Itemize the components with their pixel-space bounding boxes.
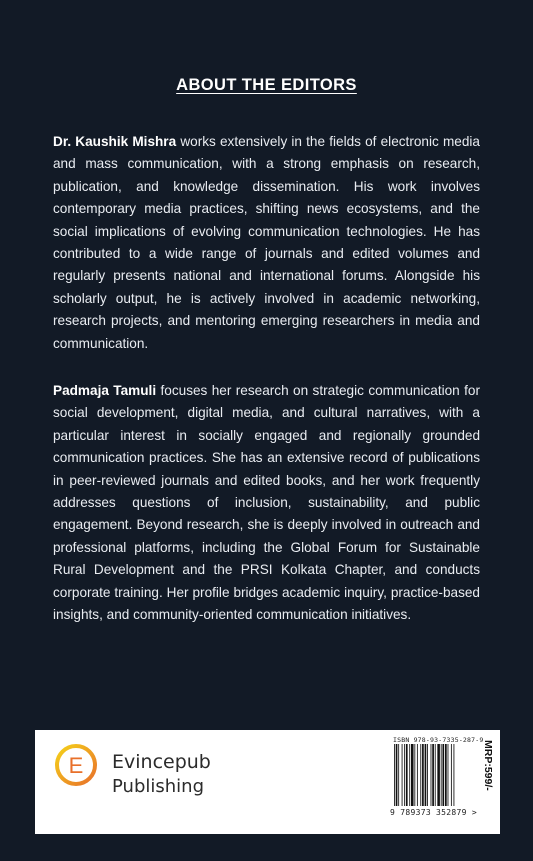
barcode-bar [404,744,405,806]
isbn-barcode [393,744,477,806]
barcode-bar [396,744,398,806]
editor-name-2: Padmaja Tamuli [53,383,157,398]
logo-letter: E [68,753,84,778]
barcode-bar [445,744,447,806]
barcode-bar [398,744,399,806]
barcode-bar [437,744,440,806]
barcode-bar [414,744,415,806]
barcode-bar [435,744,436,806]
barcode-digits [390,808,477,817]
editor-name-1: Dr. Kaushik Mishra [53,134,177,149]
barcode-bar [442,744,444,806]
barcode-bar [402,744,403,806]
barcode-bar [451,744,452,806]
barcode-bar [406,744,408,806]
barcode-bar [417,744,418,806]
evincepub-logo-icon [54,743,98,787]
price-label: MRP:599/- [482,740,494,791]
barcode-bar [432,744,434,806]
isbn-label: ISBN 978-93-7335-287-9 [393,736,484,744]
page-title: ABOUT THE EDITORS [176,76,357,94]
editor-bio-1 [53,131,480,355]
editor-bio-text-1: works extensively in the fields of electronic media and mass communication, with a strong emphasis on research, publication, and knowledge dissemination. His work involves contemporary media practices, shifting news ecosystems, and the social implications of evolving communication technologies. He has contributed to a wide range of journals and edited volumes and regularly presents national and international forums. Alongside his scholarly output, he is actively involved in academic networking, research projects, and mentoring emerging researchers in media and communication. [53,134,480,351]
barcode-bar [441,744,442,806]
barcode-bar [422,744,424,806]
editor-bio-text-2: focuses her research on strategic communication for social development, digital media, and cultural narratives, with a particular interest in socially engaged and regionally grounded communication practices. She has an extensive record of publications in peer-reviewed journals and edited books, and her work frequently addresses questions of inclusion, sustainability, and public engagement. Beyond research, she is deeply involved in outreach and professional platforms, including the Global Forum for Sustainable Rural Development and the PRSI Kolkata Chapter, and conducts corporate training. Her profile bridges academic inquiry, practice-based insights, and community-oriented communication initiatives. [53,383,480,623]
barcode-bar [448,744,449,806]
editor-bio-2 [53,380,480,626]
barcode-bar [427,744,428,806]
barcode-bar [411,744,414,806]
barcode-bar [409,744,410,806]
barcode-number: 9 789373 352879 [390,808,467,817]
barcode-end-marker: > [471,808,477,817]
barcode-bar [454,744,455,806]
barcode-bar [394,744,395,806]
publisher-name-line1: Evincepub [112,751,211,773]
barcode-bar [420,744,421,806]
barcode-bar [425,744,427,806]
publisher-name-line2: Publishing [112,776,204,797]
barcode-bar [431,744,432,806]
